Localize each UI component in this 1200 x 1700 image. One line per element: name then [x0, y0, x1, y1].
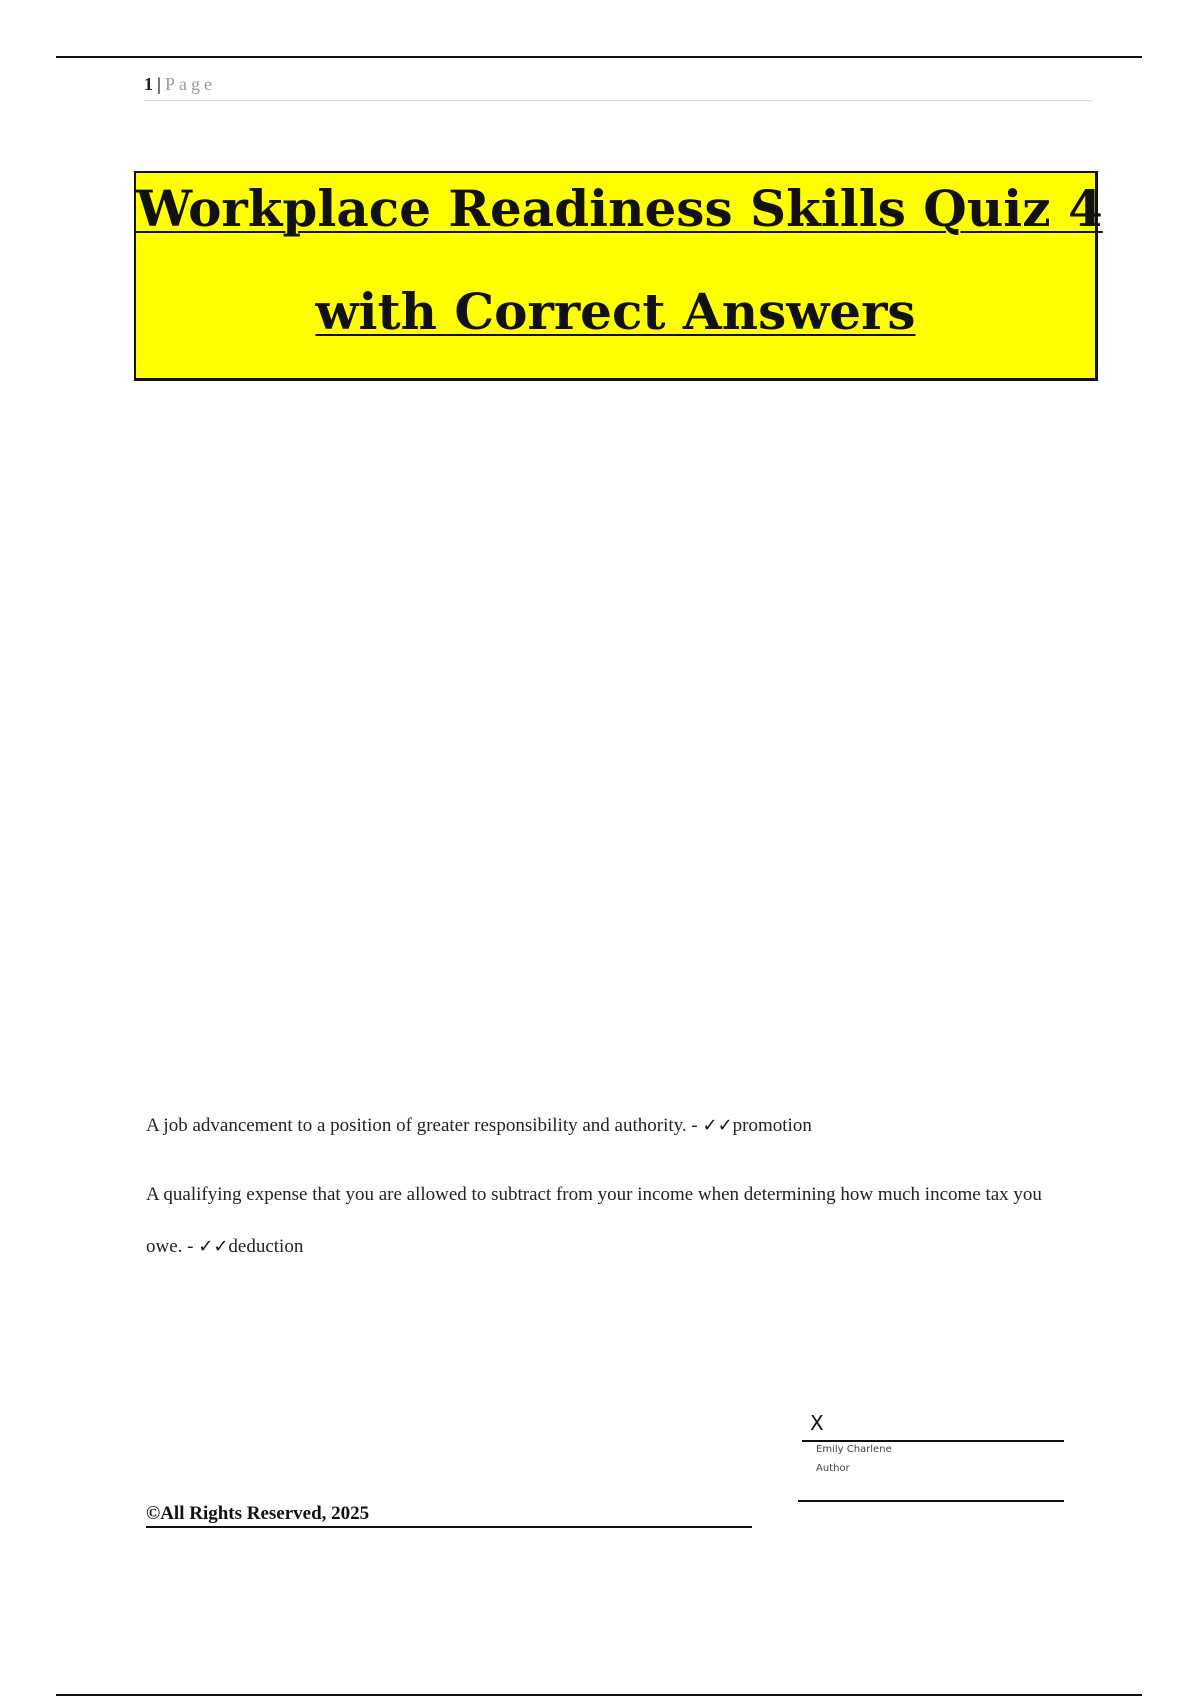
signature-line	[802, 1440, 1064, 1442]
page-header	[144, 72, 1092, 101]
title-line-1: Workplace Readiness Skills Quiz 4	[136, 179, 1103, 238]
signer-role: Author	[816, 1463, 850, 1474]
signature-mark: X	[810, 1411, 824, 1435]
copyright-notice: ©All Rights Reserved, 2025	[146, 1502, 752, 1528]
qa-item	[146, 1100, 1076, 1152]
double-check-icon: ✓✓	[198, 1236, 229, 1257]
bottom-rule	[56, 1694, 1142, 1696]
page-number: 1	[144, 74, 153, 94]
signer-name: Emily Charlene	[816, 1444, 892, 1455]
page-label: Page	[164, 74, 216, 94]
double-check-icon: ✓✓	[702, 1115, 733, 1136]
title-line-2: with Correct Answers	[315, 282, 916, 341]
question-text: A qualifying expense that you are allowed to subtract from your income when determining how much income tax you owe. -	[146, 1184, 1042, 1257]
title-banner	[134, 171, 1103, 381]
question-text: A job advancement to a position of greater responsibility and authority. -	[146, 1115, 703, 1136]
qa-item	[146, 1169, 1076, 1273]
answer-text: deduction	[228, 1236, 304, 1257]
top-rule	[56, 56, 1142, 58]
answer-text: promotion	[732, 1115, 812, 1136]
signature-bottom-line	[798, 1500, 1064, 1502]
page-separator: |	[157, 74, 161, 94]
